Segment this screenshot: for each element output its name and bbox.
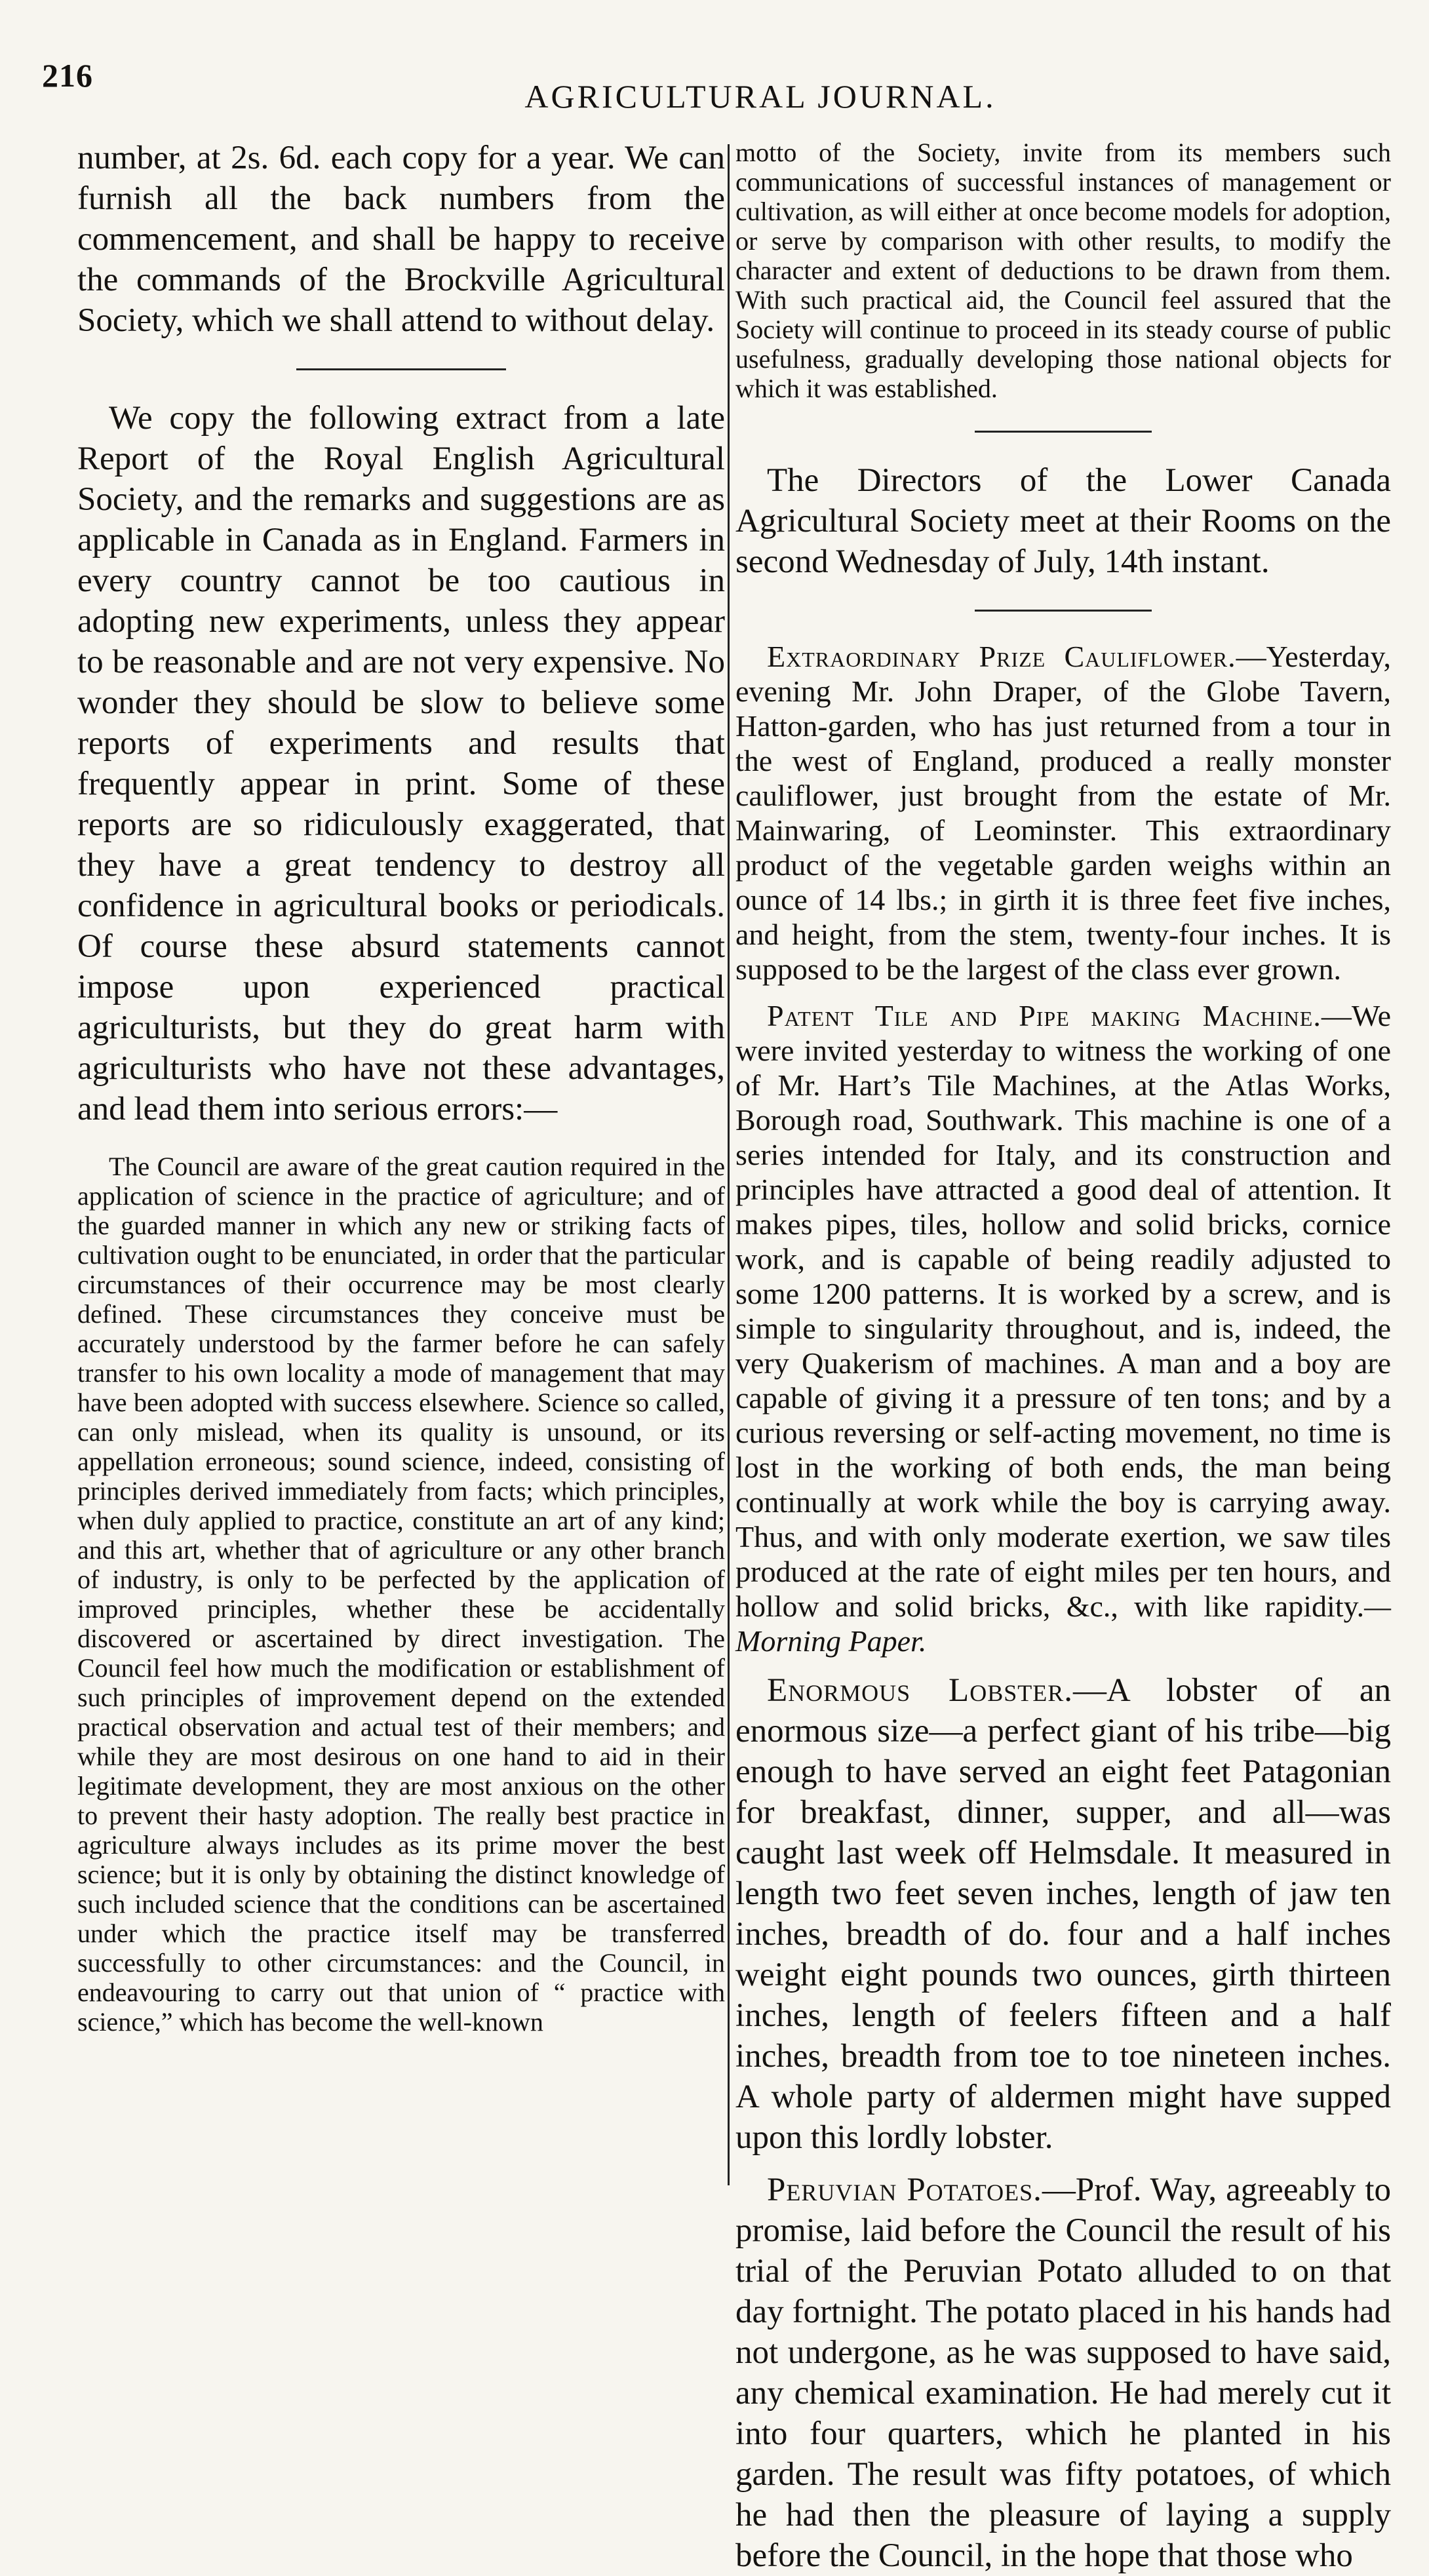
left-column — [77, 138, 725, 2192]
potato-heading: Peruvian Potatoes. — [767, 2172, 1042, 2208]
directors-notice: The Directors of the Lower Canada Agricultural Society meet at their Rooms on the second Wednesday of July, 14th instant. — [735, 462, 1391, 580]
lobster-heading: Enormous Lobster. — [767, 1672, 1073, 1709]
page-number: 216 — [42, 57, 93, 94]
section-divider — [296, 368, 506, 370]
running-head: AGRICULTURAL JOURNAL. — [524, 78, 996, 115]
right-column — [735, 138, 1391, 2574]
tile-machine-heading: Patent Tile and Pipe making Machine. — [767, 999, 1321, 1032]
cauliflower-article — [735, 639, 1391, 986]
tile-machine-text: —We were invited yesterday to witness the working of one of Mr. Hart’s Tile Machines, at the Atlas Works, Borough road, Southwark. This machine is one of a series intended for Italy, and its construction and principles have attracted a good deal of attention. It makes pipes, tiles, hollow and solid bricks, cornice work, and is capable of being readily adjusted to some 1200 patterns. It is worked by a screw, and is simple to singularity throughout, and is, indeed, the very Quakerism of machines. A man and a boy are capable of giving it a pressure of ten tons; and by a curious reversing or self-acting movement, no time is lost in the working of both ends, the man being continually at work while the boy is carrying away. Thus, and with only moderate exertion, we saw tiles produced at the rate of eight miles per ten hours, and hollow and solid bricks, &c., with like rapidity. — [735, 999, 1391, 1623]
column-rule — [728, 144, 730, 2185]
lobster-text: —A lobster of an enormous size—a perfect giant of his tribe—big enough to have served an eight feet Patagonian for breakfast, dinner, supper, and all—was caught last week off Helmsdale. It measured in length two feet seven inches, length of jaw ten inches, breadth of do. four and a half inches weight eight pounds two ounces, girth thirteen inches, length of feelers fifteen and a half inches, breadth from toe to toe nineteen inches. A whole party of aldermen might have supped upon this lordly lobster. — [735, 1672, 1391, 2156]
council-report-extract: The Council are aware of the great caution required in the application of science in the practice of agriculture; and of the guarded manner in which any new or striking facts of cultivation ought to be enunciated, in order that the particular circumstances of their occurrence may be most clearly defined. These circumstances they conceive must be accurately understood by the farmer before he can safely transfer to his own locality a mode of management that may have been adopted with success elsewhere. Science so called, can only mislead, when its quality is unsound, or its appellation erroneous; sound science, indeed, consisting of principles derived immediately from facts; which principles, when duly applied to practice, constitute an art of any kind; and this art, whether that of agriculture or any other branch of industry, is only to be perfected by the application of improved principles, whether these be accidentally discovered or ascertained by direct investigation. The Council feel how much the modification or establishment of such principles of improvement depend on the extended practical observation and actual test of their members; and while they are most desirous on one hand to aid in their legitimate development, they are most anxious on the other to prevent their hasty adoption. The really best practice in agriculture always includes as its prime mover the best science; but it is only by obtaining the distinct knowledge of such included science that the conditions can be ascertained under which the practice itself may be transferred successfully to other circumstances: and the Council, in endeavouring to carry out that union of “ practice with science,” which has become the well-known — [77, 1152, 725, 2037]
tile-machine-article — [735, 998, 1391, 1658]
section-divider — [975, 431, 1152, 433]
left-paragraph-continued: number, at 2s. 6d. each copy for a year. We can furnish all the back numbers from the commencement, and shall be happy to receive the commands of the Brockville Agricultural Society, which we shall attend to without delay. — [77, 140, 725, 339]
editorial-intro-paragraph: We copy the following extract from a late Report of the Royal English Agricultural Society, and the remarks and suggestions are as applicable in Canada as in England. Farmers in every country cannot be too cautious in adopting new experiments, unless they appear to be reasonable and are not very expensive. No wonder they should be slow to believe some reports of experiments and results that frequently appear in print. Some of these reports are so ridiculously exaggerated, that they have a great tendency to destroy all confidence in agricultural books or periodicals. Of course these absurd statements cannot impose upon experienced practical agriculturists, but they do great harm with agriculturists who have not these advantages, and lead them into serious errors:— — [77, 400, 725, 1127]
section-divider — [975, 610, 1152, 612]
cauliflower-text: —Yesterday, evening Mr. John Draper, of the Globe Tavern, Hatton-garden, who has just returned from a tour in the west of England, produced a really monster cauliflower, just brought from the estate of Mr. Mainwaring, of Leominster. This extraordinary product of the vegetable garden weighs within an ounce of 14 lbs.; in girth it is three feet five inches, and height, from the stem, twenty-four inches. It is supposed to be the largest of the class ever grown. — [735, 640, 1391, 986]
lobster-article — [735, 1670, 1391, 2158]
council-report-continued: motto of the Society, invite from its members such communications of successful instances of management or cultivation, as will either at once become models for adoption, or serve by comparison with other results, to modify the character and extent of deductions to be drawn from them. With such practical aid, the Council feel assured that the Society will continue to proceed in its steady course of public usefulness, gradually developing those national objects for which it was established. — [735, 138, 1391, 403]
potato-article — [735, 2170, 1391, 2576]
potato-text: —Prof. Way, agreeably to promise, laid before the Council the result of his trial of the Peruvian Potato alluded to on that day fortnight. The potato placed in his hands had not undergone, as he was supposed to have said, any chemical examination. He had merely cut it into four quarters, which he planted in his garden. The result was fifty potatoes, of which he had then the pleasure of laying a supply before the Council, in the hope that those who — [735, 2172, 1391, 2574]
cauliflower-heading: Extraordinary Prize Cauliflower. — [767, 640, 1236, 673]
tile-machine-source: —Morning Paper. — [735, 1590, 1391, 1658]
